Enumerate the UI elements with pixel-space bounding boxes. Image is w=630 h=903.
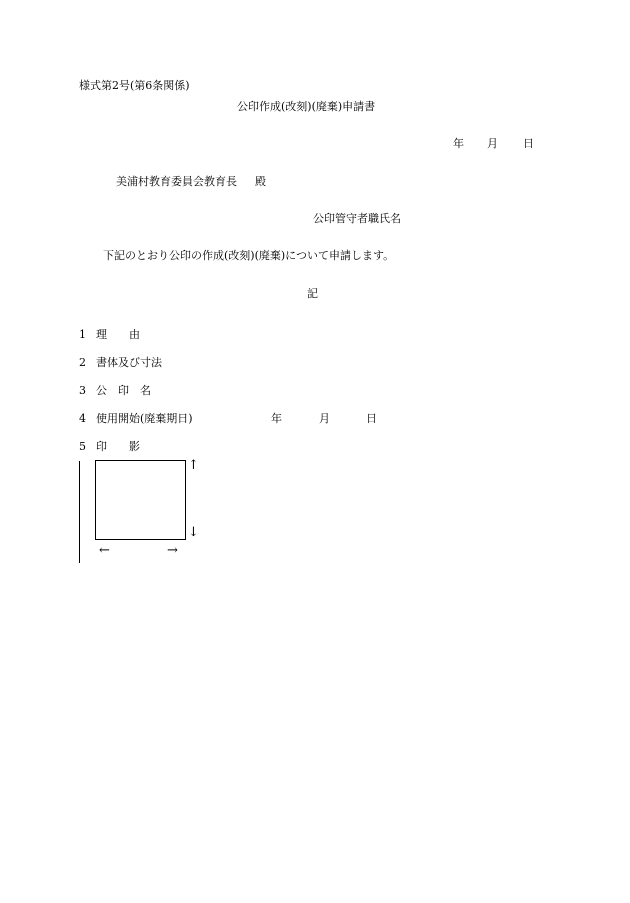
item-number: 3: [79, 384, 86, 397]
body-text: 下記のとおり公印の作成(改刻)(廃棄)について申請します。: [103, 249, 395, 262]
item-year: 年: [271, 412, 282, 425]
item-day: 日: [366, 412, 377, 425]
document-title: 公印作成(改刻)(廃棄)申請書: [237, 100, 376, 113]
date-year: 年: [453, 137, 464, 150]
item-label: 使用開始(廃棄期日): [96, 412, 193, 425]
margin-line: [79, 461, 80, 563]
item-number: 4: [79, 412, 86, 425]
date-day: 日: [523, 137, 534, 150]
item-label: 印 影: [96, 440, 140, 453]
arrow-down-icon: ↓: [188, 525, 199, 540]
item-label: 書体及び寸法: [96, 356, 162, 369]
date-month: 月: [487, 137, 498, 150]
applicant-label: 公印管守者職氏名: [313, 212, 401, 225]
item-number: 2: [79, 356, 86, 369]
item-month: 月: [319, 412, 330, 425]
item-label: 理 由: [96, 328, 140, 341]
addressee-name: 美浦村教育委員会教育長: [116, 175, 237, 188]
arrow-up-icon: ↑: [188, 458, 199, 473]
item-label: 公 印 名: [96, 384, 151, 397]
item-number: 5: [79, 440, 86, 453]
item-number: 1: [79, 328, 86, 341]
addressee-honorific: 殿: [255, 175, 266, 188]
arrow-left-icon: ←: [99, 543, 110, 558]
ki-heading: 記: [307, 287, 318, 300]
seal-impression-box: [95, 460, 186, 540]
arrow-right-icon: →: [167, 543, 178, 558]
form-number: 様式第2号(第6条関係): [79, 79, 190, 92]
